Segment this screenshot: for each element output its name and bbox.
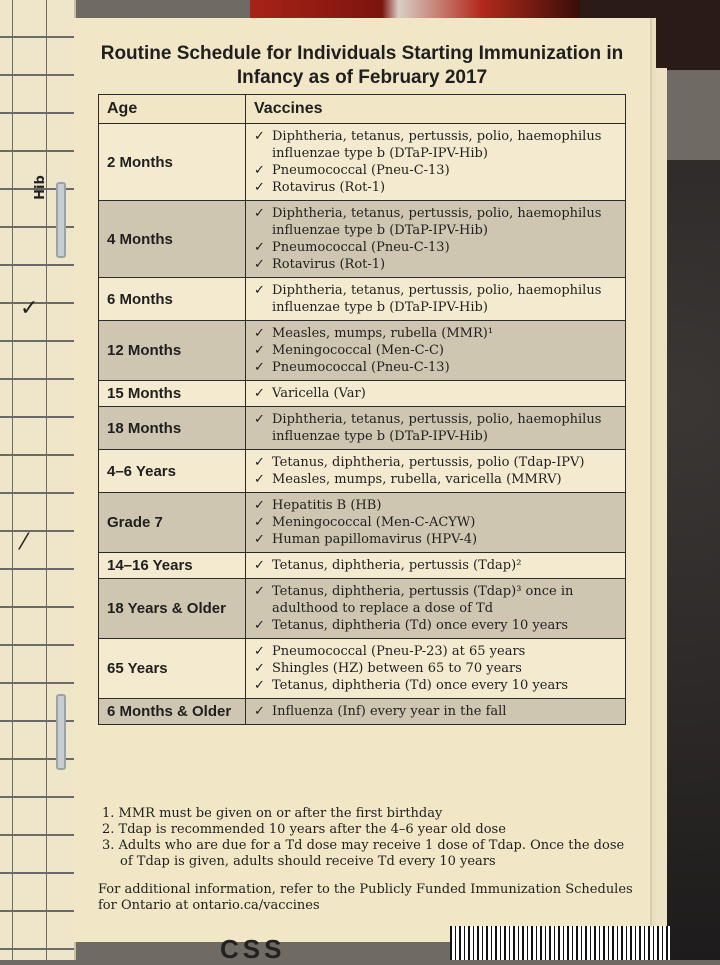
vaccine-text: Diphtheria, tetanus, pertussis, polio, haemophilus influenzae type b (DTaP-IPV-Hib) — [272, 412, 602, 444]
schedule-table — [98, 94, 626, 725]
vaccines-cell — [246, 553, 626, 579]
vaccine-item — [254, 617, 619, 634]
vaccines-cell — [246, 124, 626, 201]
vaccine-item — [254, 703, 619, 720]
checkmark-icon: ✓ — [254, 661, 265, 676]
age-cell: 18 Months — [99, 407, 246, 450]
table-row — [99, 124, 626, 201]
vaccine-text: Measles, mumps, rubella, varicella (MMRV) — [272, 472, 562, 487]
vaccine-text: Pneumococcal (Pneu-P-23) at 65 years — [272, 644, 526, 659]
vaccine-text: Rotavirus (Rot-1) — [272, 180, 386, 195]
barcode — [450, 926, 670, 960]
age-cell: 2 Months — [99, 124, 246, 201]
checkmark-icon: ✓ — [254, 472, 265, 487]
checkmark-icon: ✓ — [254, 257, 265, 272]
vaccine-text: Tetanus, diphtheria, pertussis (Tdap)² — [272, 558, 522, 573]
checkmark-icon: ✓ — [254, 498, 265, 513]
age-cell: 65 Years — [99, 639, 246, 699]
age-cell: 6 Months & Older — [99, 699, 246, 725]
checkmark-icon: ✓ — [254, 678, 265, 693]
staple — [56, 182, 66, 258]
vaccine-item — [254, 514, 619, 531]
checkmark-icon: ✓ — [254, 360, 265, 375]
vaccines-cell — [246, 407, 626, 450]
age-cell: 18 Years & Older — [99, 579, 246, 639]
vaccines-cell — [246, 381, 626, 407]
page-edge — [650, 68, 667, 948]
vaccine-item — [254, 471, 619, 488]
checkmark-icon: ✓ — [20, 296, 39, 321]
vaccine-text: Meningococcal (Men-C-C) — [272, 343, 444, 358]
table-row — [99, 493, 626, 553]
table-row — [99, 450, 626, 493]
checkmark-icon: ✓ — [254, 206, 265, 221]
table-row — [99, 278, 626, 321]
checkmark-icon: ✓ — [254, 558, 265, 573]
vaccines-cell — [246, 201, 626, 278]
vaccines-cell — [246, 699, 626, 725]
checkmark-icon: ✓ — [254, 240, 265, 255]
checkmark-icon: ✓ — [254, 386, 265, 401]
age-cell: 12 Months — [99, 321, 246, 381]
left-notebook-page — [0, 0, 76, 960]
checkmark-icon: ✓ — [254, 163, 265, 178]
booklet-page — [74, 18, 650, 942]
vaccine-text: Diphtheria, tetanus, pertussis, polio, haemophilus influenzae type b (DTaP-IPV-Hib) — [272, 283, 602, 315]
table-row — [99, 553, 626, 579]
vaccine-item — [254, 583, 619, 617]
vaccine-item — [254, 531, 619, 548]
checkmark-icon: ✓ — [254, 129, 265, 144]
checkmark-icon: ✓ — [254, 343, 265, 358]
vaccine-item — [254, 256, 619, 273]
left-page-rule — [12, 0, 13, 960]
vaccine-item — [254, 660, 619, 677]
age-cell: 4 Months — [99, 201, 246, 278]
vaccine-item — [254, 497, 619, 514]
age-cell: 15 Months — [99, 381, 246, 407]
vaccine-text: Tetanus, diphtheria (Td) once every 10 years — [272, 618, 569, 633]
vaccine-item — [254, 162, 619, 179]
table-header-row — [99, 95, 626, 124]
age-cell: Grade 7 — [99, 493, 246, 553]
staple — [56, 694, 66, 770]
vaccine-item — [254, 205, 619, 239]
vaccine-text: Pneumococcal (Pneu-C-13) — [272, 163, 450, 178]
checkmark-icon: ✓ — [254, 283, 265, 298]
table-row — [99, 201, 626, 278]
checkmark-icon: ⁄ — [22, 530, 26, 555]
age-cell: 14–16 Years — [99, 553, 246, 579]
vaccine-text: Varicella (Var) — [272, 386, 366, 401]
vaccines-cell — [246, 278, 626, 321]
vaccines-header: Vaccines — [246, 95, 626, 124]
left-page-rule — [46, 0, 47, 960]
vaccine-text: Influenza (Inf) every year in the fall — [272, 704, 507, 719]
footnote: 2. Tdap is recommended 10 years after the 4–6 year old dose — [102, 822, 506, 837]
table-row — [99, 407, 626, 450]
footnote: 3. Adults who are due for a Td dose may receive 1 dose of Tdap. Once the dose of Tdap is given, adults should receive Td every 10 years — [102, 838, 625, 869]
vaccine-text: Diphtheria, tetanus, pertussis, polio, haemophilus influenzae type b (DTaP-IPV-Hib) — [272, 129, 602, 161]
vaccine-item — [254, 643, 619, 660]
vaccine-item — [254, 359, 619, 376]
vaccines-cell — [246, 321, 626, 381]
checkmark-icon: ✓ — [254, 532, 265, 547]
checkmark-icon: ✓ — [254, 412, 265, 427]
vaccine-item — [254, 342, 619, 359]
table-row — [99, 699, 626, 725]
vaccine-text: Measles, mumps, rubella (MMR)¹ — [272, 326, 494, 341]
checkmark-icon: ✓ — [254, 618, 265, 633]
vaccine-text: Pneumococcal (Pneu-C-13) — [272, 240, 450, 255]
footnote: 1. MMR must be given on or after the first birthday — [102, 806, 443, 821]
vaccine-item — [254, 179, 619, 196]
vaccine-item — [254, 385, 619, 402]
age-cell: 4–6 Years — [99, 450, 246, 493]
vaccine-text: Human papillomavirus (HPV-4) — [272, 532, 478, 547]
checkmark-icon: ✓ — [254, 704, 265, 719]
vaccine-text: Meningococcal (Men-C-ACYW) — [272, 515, 476, 530]
schedule-table-body — [99, 124, 626, 725]
table-row — [99, 579, 626, 639]
table-row — [99, 381, 626, 407]
left-page-tab-label: Hib — [32, 175, 48, 200]
vaccine-item — [254, 239, 619, 256]
age-header: Age — [99, 95, 246, 124]
footnotes — [98, 806, 638, 914]
vaccine-item — [254, 677, 619, 694]
checkmark-icon: ✓ — [254, 455, 265, 470]
vaccines-cell — [246, 450, 626, 493]
checkmark-icon: ✓ — [254, 326, 265, 341]
bottom-partial-text: CSS — [220, 934, 286, 964]
table-row — [99, 321, 626, 381]
vaccine-text: Tetanus, diphtheria, pertussis (Tdap)³ once in adulthood to replace a dose of Td — [272, 584, 574, 616]
vaccine-text: Shingles (HZ) between 65 to 70 years — [272, 661, 522, 676]
checkmark-icon: ✓ — [254, 515, 265, 530]
vaccine-text: Hepatitis B (HB) — [272, 498, 382, 513]
vaccine-text: Tetanus, diphtheria (Td) once every 10 years — [272, 678, 569, 693]
vaccines-cell — [246, 493, 626, 553]
checkmark-icon: ✓ — [254, 644, 265, 659]
checkmark-icon: ✓ — [254, 584, 265, 599]
vaccine-text: Pneumococcal (Pneu-C-13) — [272, 360, 450, 375]
checkmark-icon: ✓ — [254, 180, 265, 195]
table-row — [99, 639, 626, 699]
vaccine-item — [254, 282, 619, 316]
additional-info: For additional information, refer to the Publicly Funded Immunization Schedules for Ontario at ontario.ca/vaccines — [98, 882, 633, 913]
age-cell: 6 Months — [99, 278, 246, 321]
vaccine-text: Tetanus, diphtheria, pertussis, polio (Tdap-IPV) — [272, 455, 585, 470]
vaccine-item — [254, 128, 619, 162]
vaccines-cell — [246, 639, 626, 699]
vaccine-item — [254, 411, 619, 445]
vaccine-text: Diphtheria, tetanus, pertussis, polio, haemophilus influenzae type b (DTaP-IPV-Hib) — [272, 206, 602, 238]
vaccine-item — [254, 557, 619, 574]
vaccine-text: Rotavirus (Rot-1) — [272, 257, 386, 272]
vaccine-item — [254, 325, 619, 342]
vaccines-cell — [246, 579, 626, 639]
vaccine-item — [254, 454, 619, 471]
page-title: Routine Schedule for Individuals Starting Immunization in Infancy as of February 2017 — [100, 43, 624, 88]
